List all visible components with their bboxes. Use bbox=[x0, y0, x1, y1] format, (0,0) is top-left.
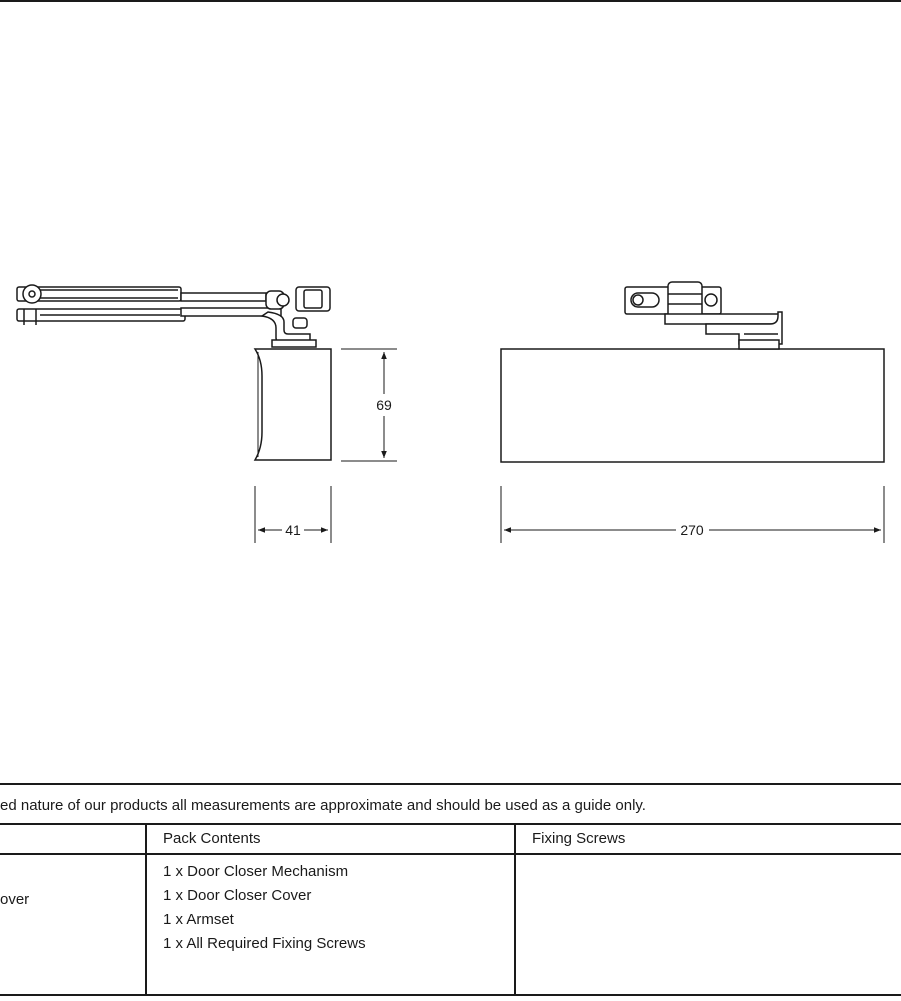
side-view-body bbox=[255, 349, 331, 460]
front-view-body bbox=[501, 349, 884, 462]
side-view bbox=[17, 285, 331, 460]
list-item: 1 x Armset bbox=[163, 911, 234, 928]
table-bottom-border bbox=[0, 994, 901, 996]
header-divider bbox=[0, 853, 901, 855]
list-item: 1 x Door Closer Mechanism bbox=[163, 863, 349, 880]
front-view bbox=[501, 282, 884, 462]
info-panel bbox=[0, 783, 901, 1001]
side-view-arm bbox=[17, 285, 330, 347]
dimension-width-label: 270 bbox=[680, 522, 704, 538]
column-divider-2 bbox=[514, 825, 516, 996]
left-cell-text: over bbox=[0, 891, 30, 908]
pack-contents-header: Pack Contents bbox=[163, 830, 261, 847]
column-divider-1 bbox=[145, 825, 147, 996]
dimension-depth-label: 41 bbox=[285, 522, 301, 538]
disclaimer-text: ed nature of our products all measurements are approximate and should be used as a guide only. bbox=[0, 797, 646, 814]
list-item: 1 x All Required Fixing Screws bbox=[163, 935, 366, 952]
pack-contents-list bbox=[163, 863, 366, 959]
fixing-screws-header: Fixing Screws bbox=[532, 830, 626, 847]
front-view-arm bbox=[625, 282, 782, 349]
dimension-height-label: 69 bbox=[376, 397, 392, 413]
list-item: 1 x Door Closer Cover bbox=[163, 887, 312, 904]
disclaimer-row bbox=[0, 783, 901, 825]
